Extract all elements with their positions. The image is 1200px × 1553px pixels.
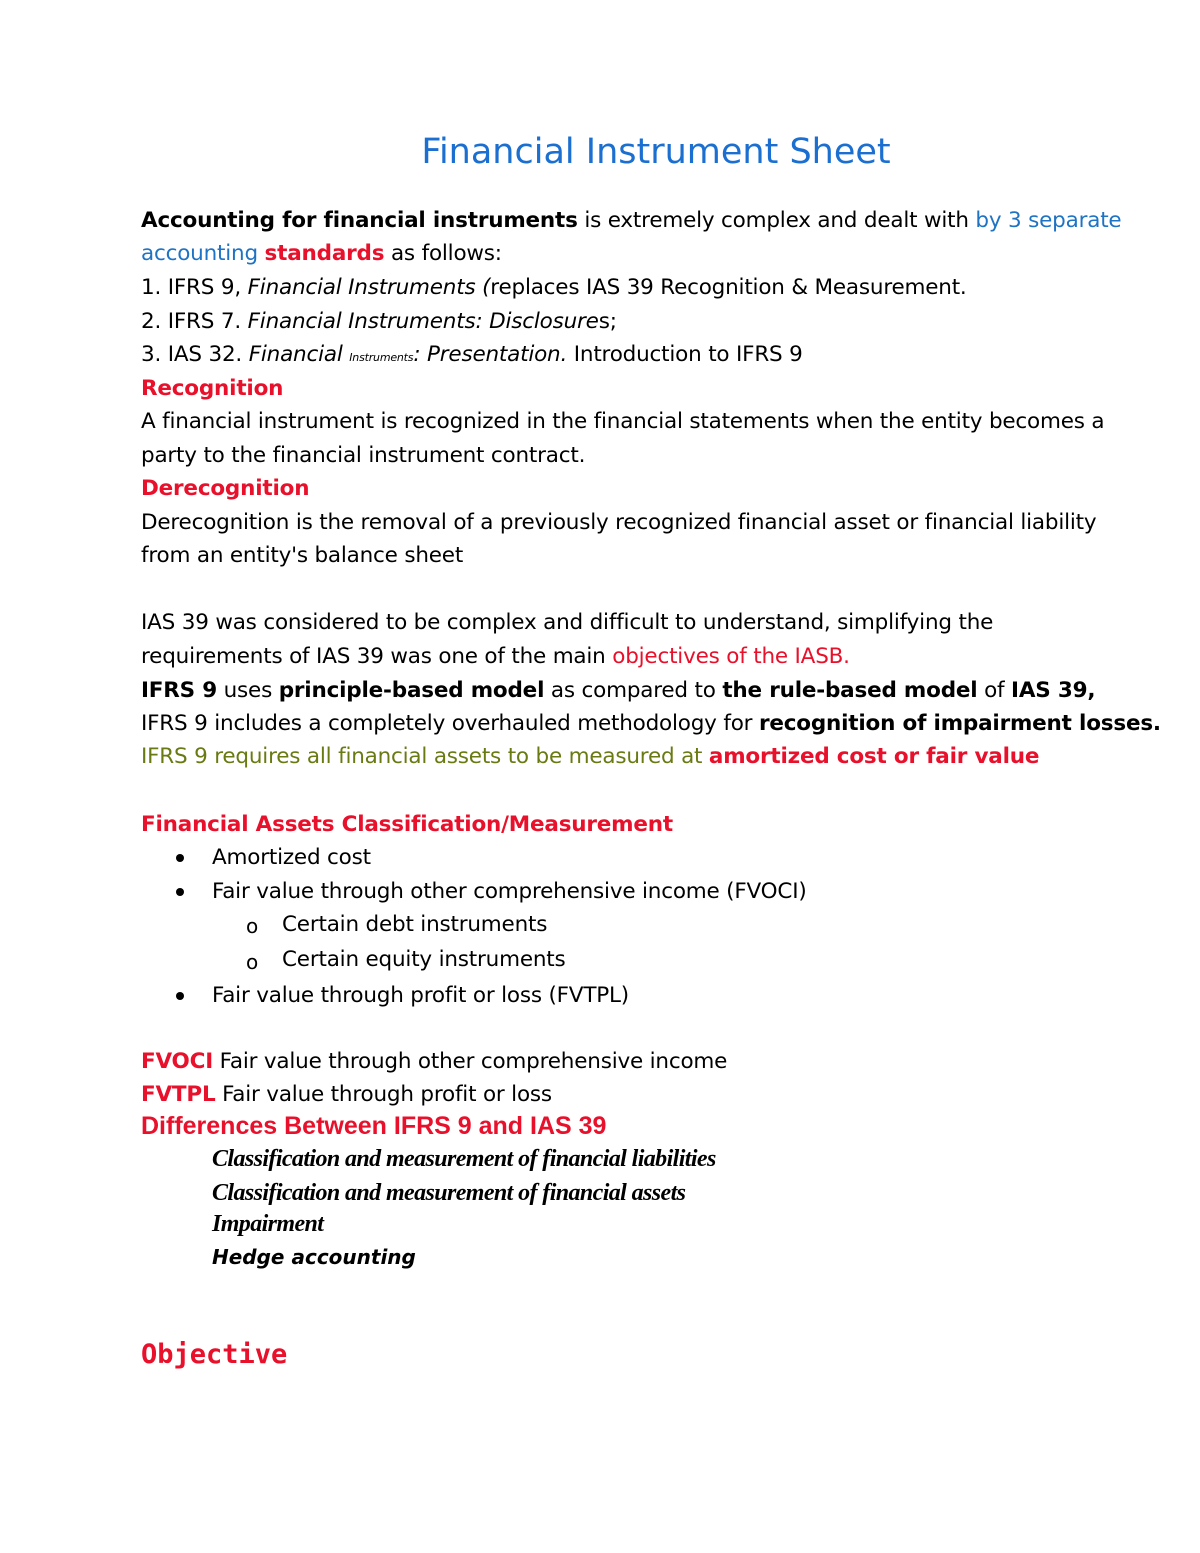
classification-bullet-1: Amortized cost	[212, 845, 371, 870]
differences-item-3: Impairment	[212, 1211, 324, 1237]
abbrev-fvtpl-value: Fair value through profit or loss	[215, 1082, 552, 1107]
list-item-3-italic: Financial	[248, 342, 350, 367]
list-item-3-italic-2: : Presentation.	[413, 342, 568, 367]
ias39-line-1: IAS 39 was considered to be complex and difficult to understand, simplifying the	[141, 610, 994, 635]
abbrev-fvoci-key: FVOCI	[141, 1049, 214, 1074]
classification-bullet-3: Fair value through profit or loss (FVTPL)	[212, 983, 629, 1008]
list-item-2-text: s;	[598, 309, 617, 334]
abbrev-fvtpl	[141, 1078, 552, 1111]
differences-item-4: Hedge accounting	[212, 1245, 416, 1269]
page-title: Financial Instrument Sheet	[421, 132, 891, 172]
ias39-line-5	[141, 740, 1039, 773]
list-item-2	[141, 305, 617, 338]
ias39-line-2	[141, 640, 850, 673]
ias39-text-compared: as compared to	[544, 678, 723, 703]
derecognition-heading: Derecognition	[141, 476, 310, 501]
ias39-ias39-bold: IAS 39,	[1011, 678, 1096, 703]
bullet-dot	[176, 992, 184, 1000]
sub-bullet-marker: o	[246, 914, 259, 938]
intro-tail-text: as follows:	[384, 241, 502, 266]
ias39-amortized-text: amortized cost or fair value	[708, 744, 1040, 769]
list-item-3-number: 3. IAS 32.	[141, 342, 249, 367]
classification-sub-bullet-1: Certain debt instruments	[282, 912, 548, 937]
differences-heading: Differences Between IFRS 9 and IAS 39	[141, 1112, 607, 1140]
intro-bold-lead: Accounting for financial instruments	[141, 208, 578, 233]
bullet-dot	[176, 854, 184, 862]
derecognition-line-2: from an entity's balance sheet	[141, 543, 464, 568]
list-item-3-tiny: Instruments	[349, 351, 414, 364]
abbrev-fvtpl-key: FVTPL	[141, 1082, 216, 1107]
recognition-heading: Recognition	[141, 376, 284, 401]
ias39-objectives-text: objectives of the IASB.	[612, 644, 850, 669]
ias39-rule-bold: the rule-based model	[722, 678, 978, 703]
intro-line-2	[141, 237, 502, 270]
list-item-2-number: 2. IFRS 7.	[141, 309, 248, 334]
list-item-3-text: Introduction to IFRS 9	[567, 342, 803, 367]
ias39-line-4-text: IFRS 9 includes a completely overhauled methodology for	[141, 711, 759, 736]
intro-blue-text-1: by 3 separate	[975, 208, 1122, 233]
objective-heading: Objective	[141, 1339, 288, 1370]
ias39-impairment-bold: recognition of impairment losses.	[758, 711, 1161, 736]
list-item-1-italic: Financial Instruments (	[247, 275, 491, 300]
list-item-3	[141, 338, 803, 374]
ias39-requires-text: IFRS 9 requires all financial assets to be measured at	[141, 744, 709, 769]
ias39-text-of: of	[977, 678, 1012, 703]
ias39-line-2-text: requirements of IAS 39 was one of the main	[141, 644, 613, 669]
list-item-2-italic: Financial Instruments: Disclosure	[247, 309, 599, 334]
ias39-line-4	[141, 707, 1161, 740]
intro-blue-text-2: accounting	[141, 241, 265, 266]
recognition-line-2: party to the financial instrument contract.	[141, 443, 586, 468]
abbrev-fvoci-value: Fair value through other comprehensive income	[213, 1049, 728, 1074]
intro-line-1	[141, 204, 1121, 237]
list-item-1	[141, 271, 967, 304]
intro-mid-text: is extremely complex and dealt with	[577, 208, 976, 233]
recognition-line-1: A financial instrument is recognized in the financial statements when the entity becomes a	[141, 409, 1105, 434]
differences-item-1: Classification and measurement of financial liabilities	[212, 1146, 716, 1172]
ias39-line-3	[141, 674, 1095, 707]
bullet-dot	[176, 888, 184, 896]
ias39-principle-bold: principle-based model	[278, 678, 545, 703]
derecognition-line-1: Derecognition is the removal of a previously recognized financial asset or financial liability	[141, 510, 1097, 535]
classification-sub-bullet-2: Certain equity instruments	[282, 947, 566, 972]
sub-bullet-marker: o	[246, 950, 259, 974]
list-item-1-number: 1. IFRS 9,	[141, 275, 248, 300]
differences-item-2: Classification and measurement of financial assets	[212, 1180, 686, 1206]
abbrev-fvoci	[141, 1045, 727, 1078]
ias39-text-uses: uses	[216, 678, 279, 703]
classification-heading: Financial Assets Classification/Measurement	[141, 812, 673, 837]
classification-bullet-2: Fair value through other comprehensive income (FVOCI)	[212, 879, 807, 904]
intro-standards-text: standards	[264, 241, 385, 266]
ias39-ifrs9-bold: IFRS 9	[141, 678, 217, 703]
list-item-1-text: replaces IAS 39 Recognition & Measurement.	[490, 275, 967, 300]
